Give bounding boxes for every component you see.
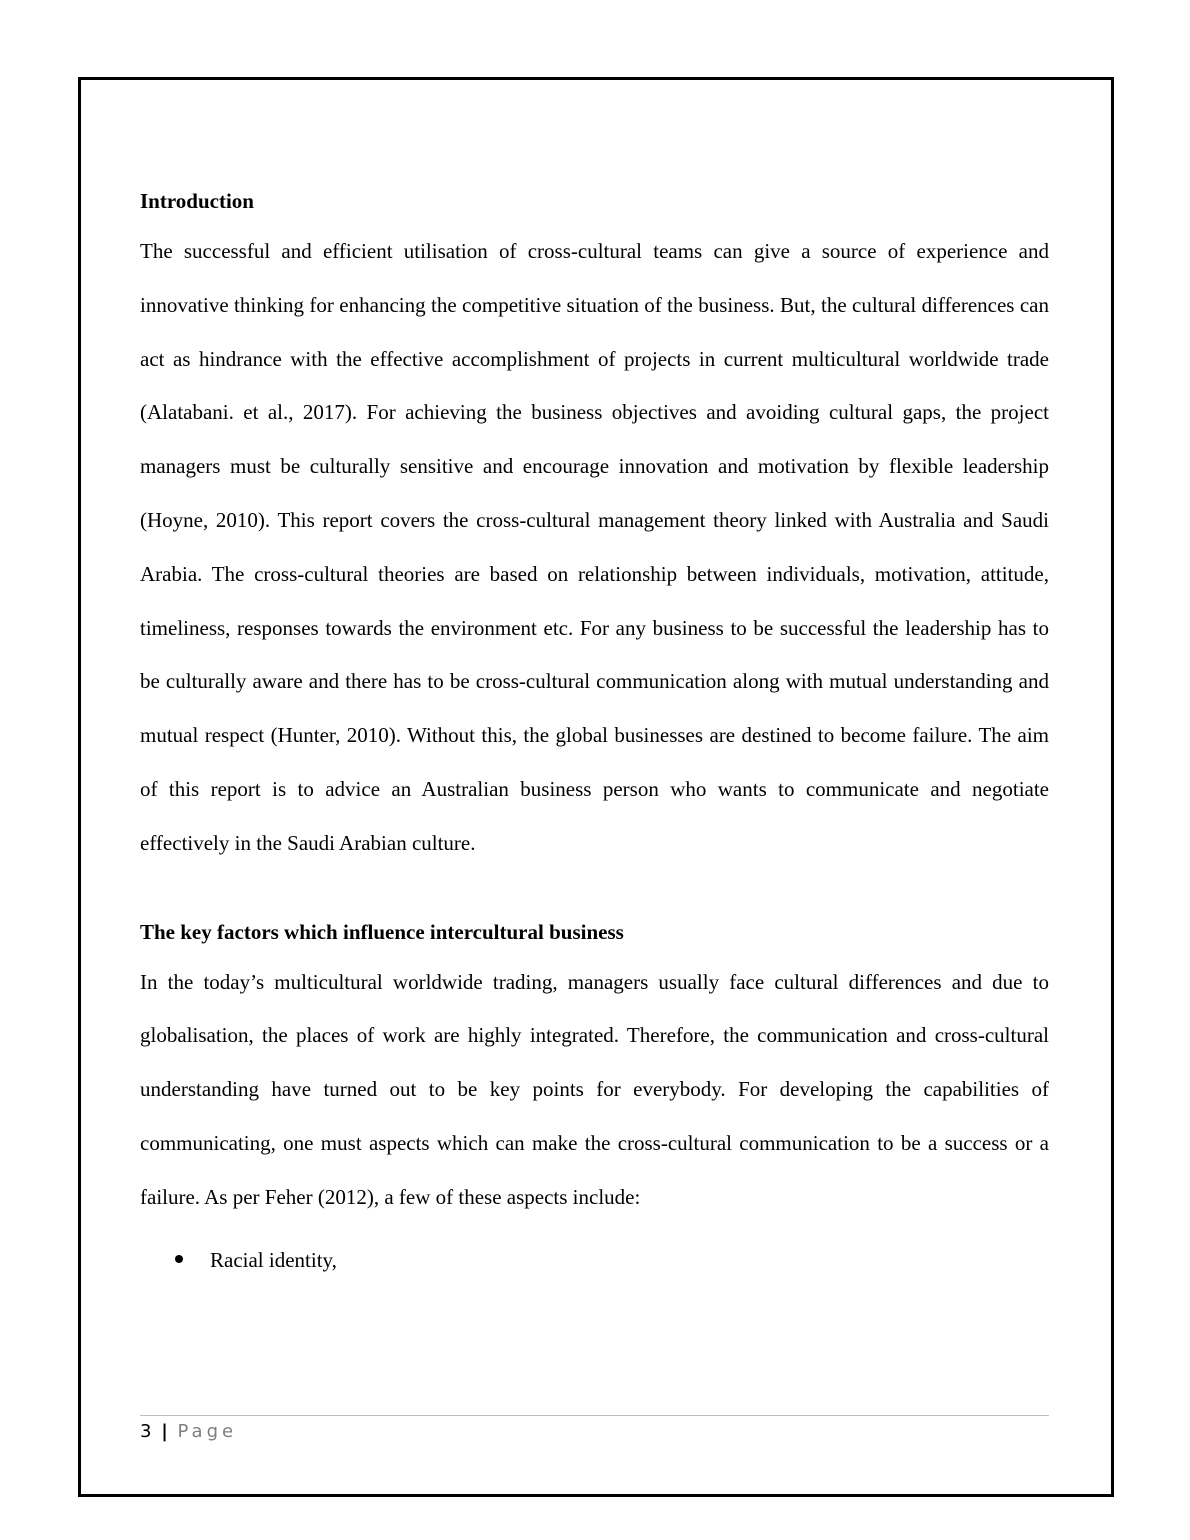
document-body <box>140 186 1049 1280</box>
footer-divider <box>140 1415 1049 1416</box>
section-spacer <box>140 871 1049 917</box>
page-footer <box>140 1420 237 1444</box>
page-label: Page <box>177 1421 238 1442</box>
introduction-paragraph: The successful and efficient utilisation of cross-cultural teams can give a source of experience and innovative thinking for enhancing the competitive situation of the business. But, the cultural differences can act as hindrance with the effective accomplishment of projects in current multicultural worldwide trade (Alatabani. et al., 2017). For achieving the business objectives and avoiding cultural gaps, the project managers must be culturally sensitive and encourage innovation and motivation by flexible leadership (Hoyne, 2010). This report covers the cross-cultural management theory linked with Australia and Saudi Arabia. The cross-cultural theories are based on relationship between individuals, motivation, attitude, timeliness, responses towards the environment etc. For any business to be successful the leadership has to be culturally aware and there has to be cross-cultural communication along with mutual understanding and mutual respect (Hunter, 2010). Without this, the global businesses are destined to become failure. The aim of this report is to advice an Australian business person who wants to communicate and negotiate effectively in the Saudi Arabian culture. <box>140 239 1049 855</box>
bullet-icon <box>175 1255 183 1263</box>
page-number: 3 <box>140 1421 152 1442</box>
aspects-list <box>140 1240 1049 1280</box>
section-heading-introduction: Introduction <box>140 189 254 213</box>
key-factors-paragraph: In the today’s multicultural worldwide trading, managers usually face cultural differences and due to globalisation, the places of work are highly integrated. Therefore, the communication and cross-cultural understanding have turned out to be key points for everybody. For developing the capabilities of communicating, one must aspects which can make the cross-cultural communication to be a success or a failure. As per Feher (2012), a few of these aspects include: <box>140 969 1049 1209</box>
footer-separator: | <box>161 1421 168 1442</box>
list-item-text: Racial identity, <box>210 1247 337 1272</box>
section-heading-key-factors: The key factors which influence intercultural business <box>140 919 624 944</box>
list-item <box>140 1240 1049 1280</box>
